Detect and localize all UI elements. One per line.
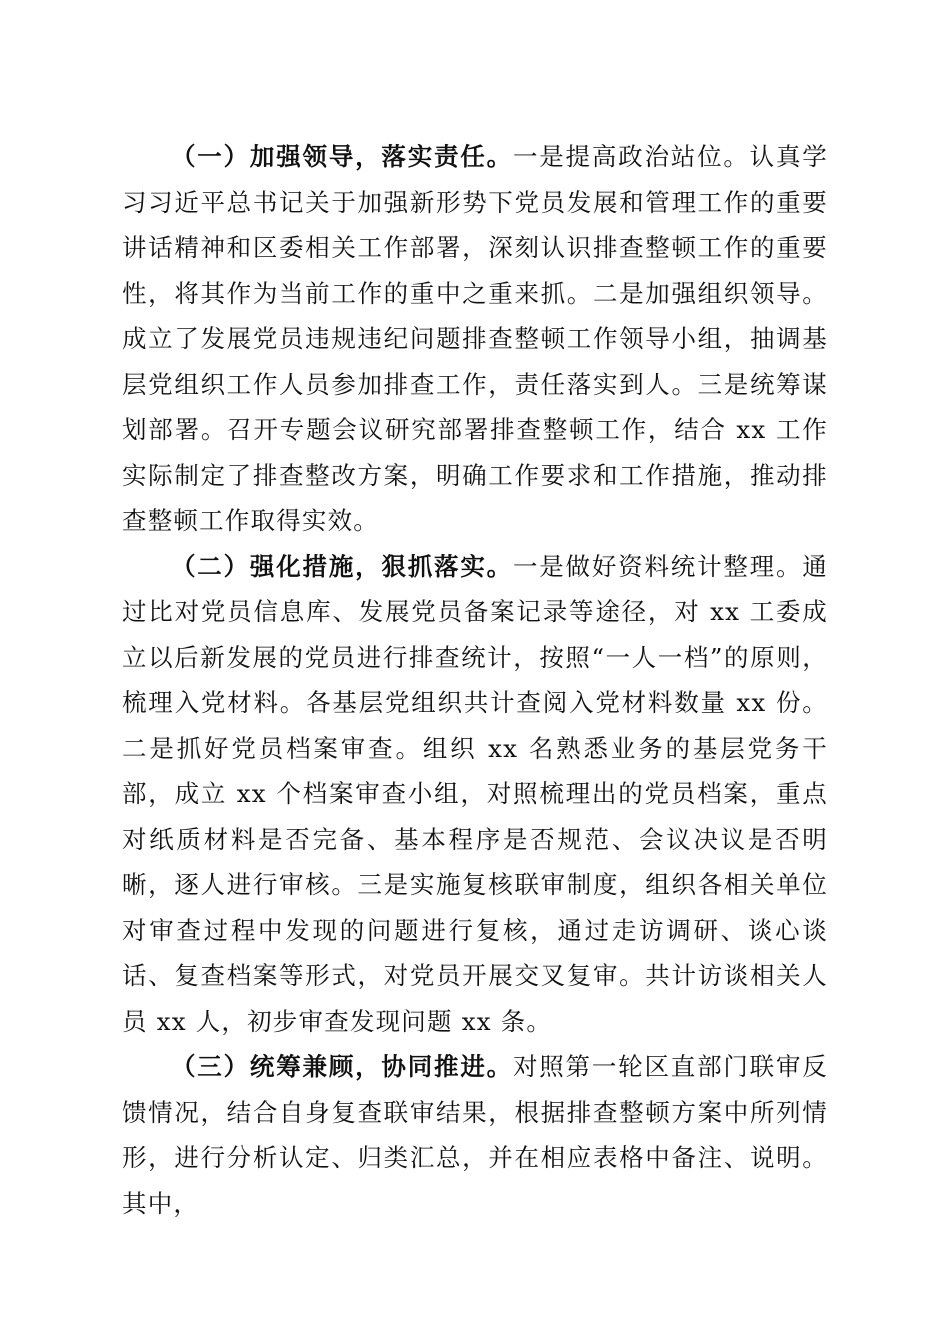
document-body [122,134,828,1226]
paragraph-1-heading: （一）加强领导，落实责任。 [171,142,513,171]
paragraph-1 [122,134,828,544]
paragraph-2-heading: （二）强化措施，狠抓落实。 [171,551,513,581]
paragraph-3 [122,1044,828,1226]
paragraph-2 [122,544,828,1045]
paragraph-3-text: 对照第一轮区直部门联审反馈情况，结合自身复查联审结果，根据排查整顿方案中所列情形，进行分析认定、归类汇总，并在相应表格中备注、说明。其中， [122,1052,828,1218]
paragraph-1-text: 一是提高政治站位。认真学习习近平总书记关于加强新形势下党员发展和管理工作的重要讲话精神和区委相关工作部署，深刻认识排查整顿工作的重要性，将其作为当前工作的重中之重来抓。二是加强组织领导。成立了发展党员违规违纪问题排查整顿工作领导小组，抽调基层党组织工作人员参加排查工作，责任落实到人。三是统筹谋划部署。召开专题会议研究部署排查整顿工作，结合 xx 工作实际制定了排查整改方案，明确工作要求和工作措施，推动排查整顿工作取得实效。 [122,142,828,535]
paragraph-2-text: 一是做好资料统计整理。通过比对党员信息库、发展党员备案记录等途径，对 xx 工委成立以后新发展的党员进行排查统计，按照“一人一档”的原则，梳理入党材料。各基层党组织共计查阅入党材料数量 xx 份。二是抓好党员档案审查。组织 xx 名熟悉业务的基层党务干部，成立 xx 个档案审查小组，对照梳理出的党员档案，重点对纸质材料是否完备、基本程序是否规范、会议决议是否明晰，逐人进行审核。三是实施复核联审制度，组织各相关单位对审查过程中发现的问题进行复核，通过走访调研、谈心谈话、复查档案等形式，对党员开展交叉复审。共计访谈相关人员 xx 人，初步审查发现问题 xx 条。 [122,551,828,1036]
paragraph-3-heading: （三）统筹兼顾，协同推进。 [171,1052,513,1081]
